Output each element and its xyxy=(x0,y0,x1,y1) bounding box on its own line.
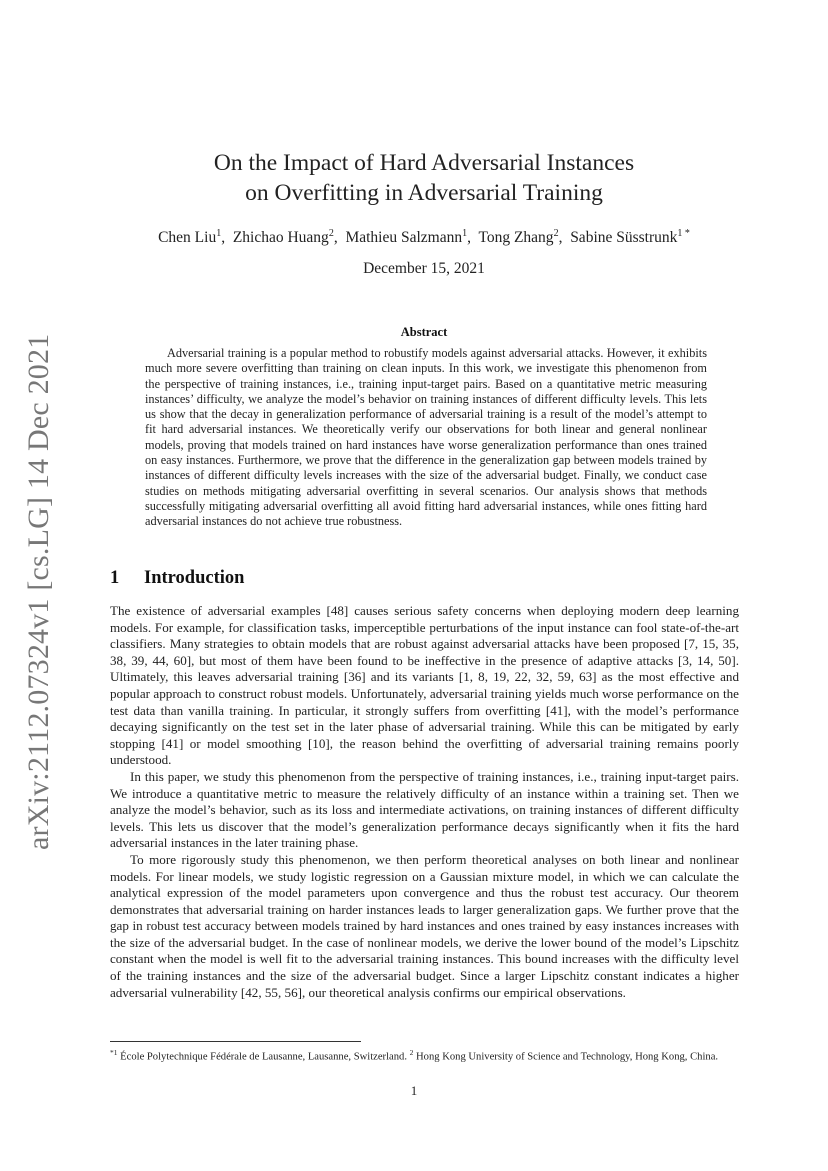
paragraph: The existence of adversarial examples [48] causes serious safety concerns when deploying modern deep learning models. For example, for classification tasks, imperceptible perturbations of the input instance can fool state-of-the-art classifiers. Many strategies to obtain models that are robust against adversarial attacks have been proposed [7, 15, 35, 38, 39, 44, 60], but most of them have been found to be ineffective in the presence of adaptive attacks [3, 14, 50]. Ultimately, this leaves adversarial training [36] and its variants [1, 8, 19, 22, 32, 59, 63] as the most effective and popular approach to construct robust models. Unfortunately, adversarial training yields much worse performance on the test data than vanilla training. In particular, it strongly suffers from overfitting [41], with the model’s performance decaying significantly on the test set in the later phase of adversarial training. While this can be mitigated by early stopping [41] or model smoothing [10], the reason behind the overfitting of adversarial training remains poorly understood. xyxy=(110,603,739,768)
footnote-affiliation-1: École Polytechnique Fédérale de Lausanne, Lausanne, Switzerland. xyxy=(120,1051,407,1063)
arxiv-identifier: arXiv:2112.07324v1 [cs.LG] 14 Dec 2021 xyxy=(22,333,55,850)
arxiv-sidebar xyxy=(22,333,55,850)
author-list: Chen Liu$^1$, Zhichao Huang$^2$, Mathieu Salzmann$^1$, Tong Zhang$^2$, Sabine Süsstrunk$^{1 *}$ xyxy=(158,228,690,247)
author-affiliation: 2 xyxy=(553,228,559,239)
author-name: Mathieu Salzmann xyxy=(345,229,463,247)
author-name: Chen Liu xyxy=(158,229,217,247)
page-number: 1 xyxy=(410,1083,418,1098)
introduction-body xyxy=(110,603,739,1001)
section-heading xyxy=(110,568,244,589)
paragraph: In this paper, we study this phenomenon from the perspective of training instances, i.e., training input-target pairs. We introduce a quantitative metric to measure the relatively difficulty of an instance within a training set. Then we analyze the model’s behavior, such as its loss and intermediate activations, on training instances of different difficulty levels. This lets us discover that the model’s generalization performance decays significantly when it fits the hard adversarial instances in the later training phase. xyxy=(110,768,739,851)
title-line-1: On the Impact of Hard Adversarial Instances xyxy=(213,150,635,176)
abstract-heading: Abstract xyxy=(400,325,448,339)
author-name: Tong Zhang xyxy=(478,229,554,247)
footnote-affiliation-2: Hong Kong University of Science and Technology, Hong Kong, China. xyxy=(416,1051,719,1063)
author-affiliation: 2 xyxy=(328,228,334,239)
footnote xyxy=(110,1046,739,1064)
author-name: Zhichao Huang xyxy=(232,229,329,247)
footnote-rule xyxy=(110,1041,361,1042)
author-affiliation: 1 * xyxy=(677,228,690,239)
paper-title xyxy=(110,148,738,208)
section-title: Introduction xyxy=(144,568,245,588)
paragraph: To more rigorously study this phenomenon, we then perform theoretical analyses on both linear and nonlinear models. For linear models, we study logistic regression on a Gaussian mixture model, in which we can calculate the analytical expression of the model parameters upon convergence and thus the robust test accuracy. Our theorem demonstrates that adversarial training on harder instances leads to larger generalization gaps. We further prove that the gap in robust test accuracy between models trained by hard instances and ones trained by easy instances increases with the size of the adversarial budget. In the case of nonlinear models, we derive the lower bound of the model’s Lipschitz constant when the model is well fit to the adversarial training instances. This bound increases with the difficulty level of the training instances and the size of the adversarial budget. Since a larger Lipschitz constant indicates a higher adversarial vulnerability [42, 55, 56], our theoretical analysis confirms our empirical observations. xyxy=(110,851,739,1000)
author-affiliation: 1 xyxy=(462,228,468,239)
title-line-2: on Overfitting in Adversarial Training xyxy=(245,180,603,206)
publication-date: December 15, 2021 xyxy=(363,260,485,277)
footnote-marker: *1 xyxy=(110,1048,118,1057)
author-name: Sabine Süsstrunk xyxy=(570,229,678,247)
author-affiliation: 1 xyxy=(216,228,222,239)
section-number: 1 xyxy=(110,568,120,588)
footnote-marker-2: 2 xyxy=(409,1048,414,1057)
abstract-text: Adversarial training is a popular method to robustify models against adversarial attacks. However, it exhibits much more severe overfitting than training on clean inputs. In this work, we investigate this phenomenon from the perspective of training instances, i.e., training input-target pairs. Based on a quantitative metric measuring instances’ difficulty, we analyze the model’s behavior on training instances of different difficulty levels. This lets us show that the decay in generalization performance of adversarial training is a result of the model’s attempt to fit hard adversarial instances. We theoretically verify our observations for both linear and general nonlinear models, proving that models trained on hard instances have worse generalization performance than ones trained on easy instances. Furthermore, we prove that the difference in the generalization gap between models trained by instances of different difficulty levels increases with the size of the adversarial budget. Finally, we conduct case studies on methods mitigating adversarial overfitting in several scenarios. Our analysis shows that methods successfully mitigating adversarial overfitting all avoid fitting hard adversarial instances, while ones fitting hard adversarial instances do not achieve true robustness. xyxy=(145,346,707,529)
